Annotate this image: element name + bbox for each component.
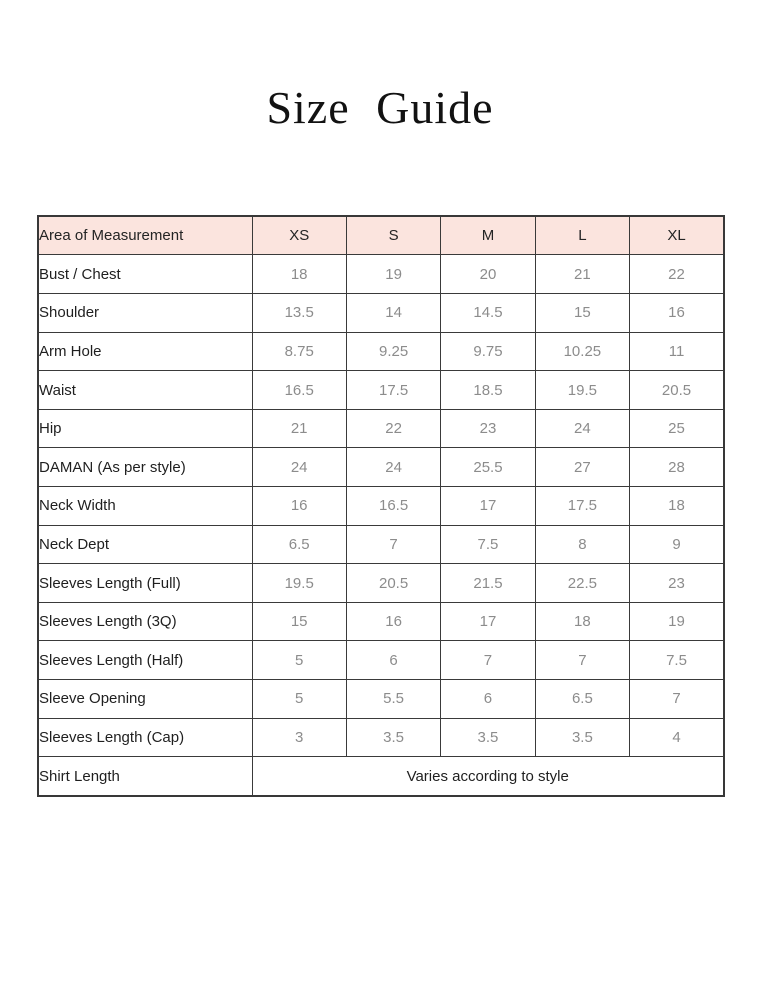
value-cell: 21	[252, 409, 346, 448]
value-cell: 3.5	[441, 718, 535, 757]
value-cell: 18.5	[441, 371, 535, 410]
row-label-cell: Neck Dept	[38, 525, 252, 564]
value-cell: 18	[630, 487, 724, 526]
row-label-cell: Bust / Chest	[38, 255, 252, 294]
value-cell: 15	[252, 602, 346, 641]
value-cell: 5	[252, 641, 346, 680]
value-cell: 17	[441, 602, 535, 641]
value-cell: 25	[630, 409, 724, 448]
value-cell: 19.5	[535, 371, 629, 410]
table-row	[38, 680, 724, 719]
row-label-cell: Waist	[38, 371, 252, 410]
row-label-cell: Sleeves Length (Half)	[38, 641, 252, 680]
header-cell-area-of-measurement: Area of Measurement	[38, 216, 252, 255]
page-title: Size Guide	[266, 82, 494, 133]
header-row	[38, 216, 724, 255]
value-cell: 24	[346, 448, 440, 487]
value-cell: 3.5	[346, 718, 440, 757]
value-cell: 6	[441, 680, 535, 719]
value-cell: 20.5	[346, 564, 440, 603]
row-label-cell: Hip	[38, 409, 252, 448]
value-cell: 20	[441, 255, 535, 294]
value-cell: 3	[252, 718, 346, 757]
value-cell: 7	[535, 641, 629, 680]
value-cell: 16	[346, 602, 440, 641]
value-cell: 14.5	[441, 294, 535, 333]
value-cell: 21.5	[441, 564, 535, 603]
value-cell: 5	[252, 680, 346, 719]
value-cell: 23	[441, 409, 535, 448]
value-cell: 7	[441, 641, 535, 680]
value-cell: 16.5	[346, 487, 440, 526]
value-cell: 8.75	[252, 332, 346, 371]
table-row	[38, 602, 724, 641]
size-table-body	[38, 216, 724, 796]
table-row	[38, 564, 724, 603]
value-cell: 7.5	[630, 641, 724, 680]
value-cell: 21	[535, 255, 629, 294]
row-label-cell: Neck Width	[38, 487, 252, 526]
value-cell: 6	[346, 641, 440, 680]
header-cell-size-l: L	[535, 216, 629, 255]
value-cell: 15	[535, 294, 629, 333]
footer-row-label-cell: Shirt Length	[38, 757, 252, 796]
table-row	[38, 718, 724, 757]
value-cell: 17.5	[535, 487, 629, 526]
value-cell: 7.5	[441, 525, 535, 564]
row-label-cell: Sleeve Opening	[38, 680, 252, 719]
row-label-cell: Sleeves Length (3Q)	[38, 602, 252, 641]
value-cell: 17	[441, 487, 535, 526]
value-cell: 19.5	[252, 564, 346, 603]
value-cell: 19	[346, 255, 440, 294]
value-cell: 9.75	[441, 332, 535, 371]
value-cell: 28	[630, 448, 724, 487]
value-cell: 7	[630, 680, 724, 719]
header-cell-size-m: M	[441, 216, 535, 255]
value-cell: 7	[346, 525, 440, 564]
row-label-cell: Sleeves Length (Cap)	[38, 718, 252, 757]
value-cell: 18	[252, 255, 346, 294]
value-cell: 24	[535, 409, 629, 448]
value-cell: 19	[630, 602, 724, 641]
value-cell: 5.5	[346, 680, 440, 719]
value-cell: 11	[630, 332, 724, 371]
value-cell: 16	[630, 294, 724, 333]
table-row	[38, 371, 724, 410]
table-row	[38, 409, 724, 448]
header-cell-size-s: S	[346, 216, 440, 255]
header-cell-size-xs: XS	[252, 216, 346, 255]
table-row	[38, 525, 724, 564]
value-cell: 16.5	[252, 371, 346, 410]
value-cell: 8	[535, 525, 629, 564]
value-cell: 27	[535, 448, 629, 487]
row-label-cell: Arm Hole	[38, 332, 252, 371]
value-cell: 20.5	[630, 371, 724, 410]
value-cell: 16	[252, 487, 346, 526]
footer-row	[38, 757, 724, 796]
table-row	[38, 641, 724, 680]
value-cell: 22	[630, 255, 724, 294]
value-cell: 3.5	[535, 718, 629, 757]
value-cell: 13.5	[252, 294, 346, 333]
value-cell: 24	[252, 448, 346, 487]
footer-row-value-cell: Varies according to style	[252, 757, 724, 796]
value-cell: 22	[346, 409, 440, 448]
value-cell: 9.25	[346, 332, 440, 371]
table-row	[38, 332, 724, 371]
row-label-cell: Sleeves Length (Full)	[38, 564, 252, 603]
value-cell: 9	[630, 525, 724, 564]
table-row	[38, 487, 724, 526]
value-cell: 25.5	[441, 448, 535, 487]
value-cell: 22.5	[535, 564, 629, 603]
value-cell: 14	[346, 294, 440, 333]
value-cell: 6.5	[252, 525, 346, 564]
value-cell: 23	[630, 564, 724, 603]
table-row	[38, 448, 724, 487]
table-row	[38, 294, 724, 333]
value-cell: 17.5	[346, 371, 440, 410]
value-cell: 10.25	[535, 332, 629, 371]
table-row	[38, 255, 724, 294]
value-cell: 4	[630, 718, 724, 757]
row-label-cell: DAMAN (As per style)	[38, 448, 252, 487]
row-label-cell: Shoulder	[38, 294, 252, 333]
size-guide-table	[37, 215, 725, 797]
header-cell-size-xl: XL	[630, 216, 724, 255]
value-cell: 6.5	[535, 680, 629, 719]
value-cell: 18	[535, 602, 629, 641]
